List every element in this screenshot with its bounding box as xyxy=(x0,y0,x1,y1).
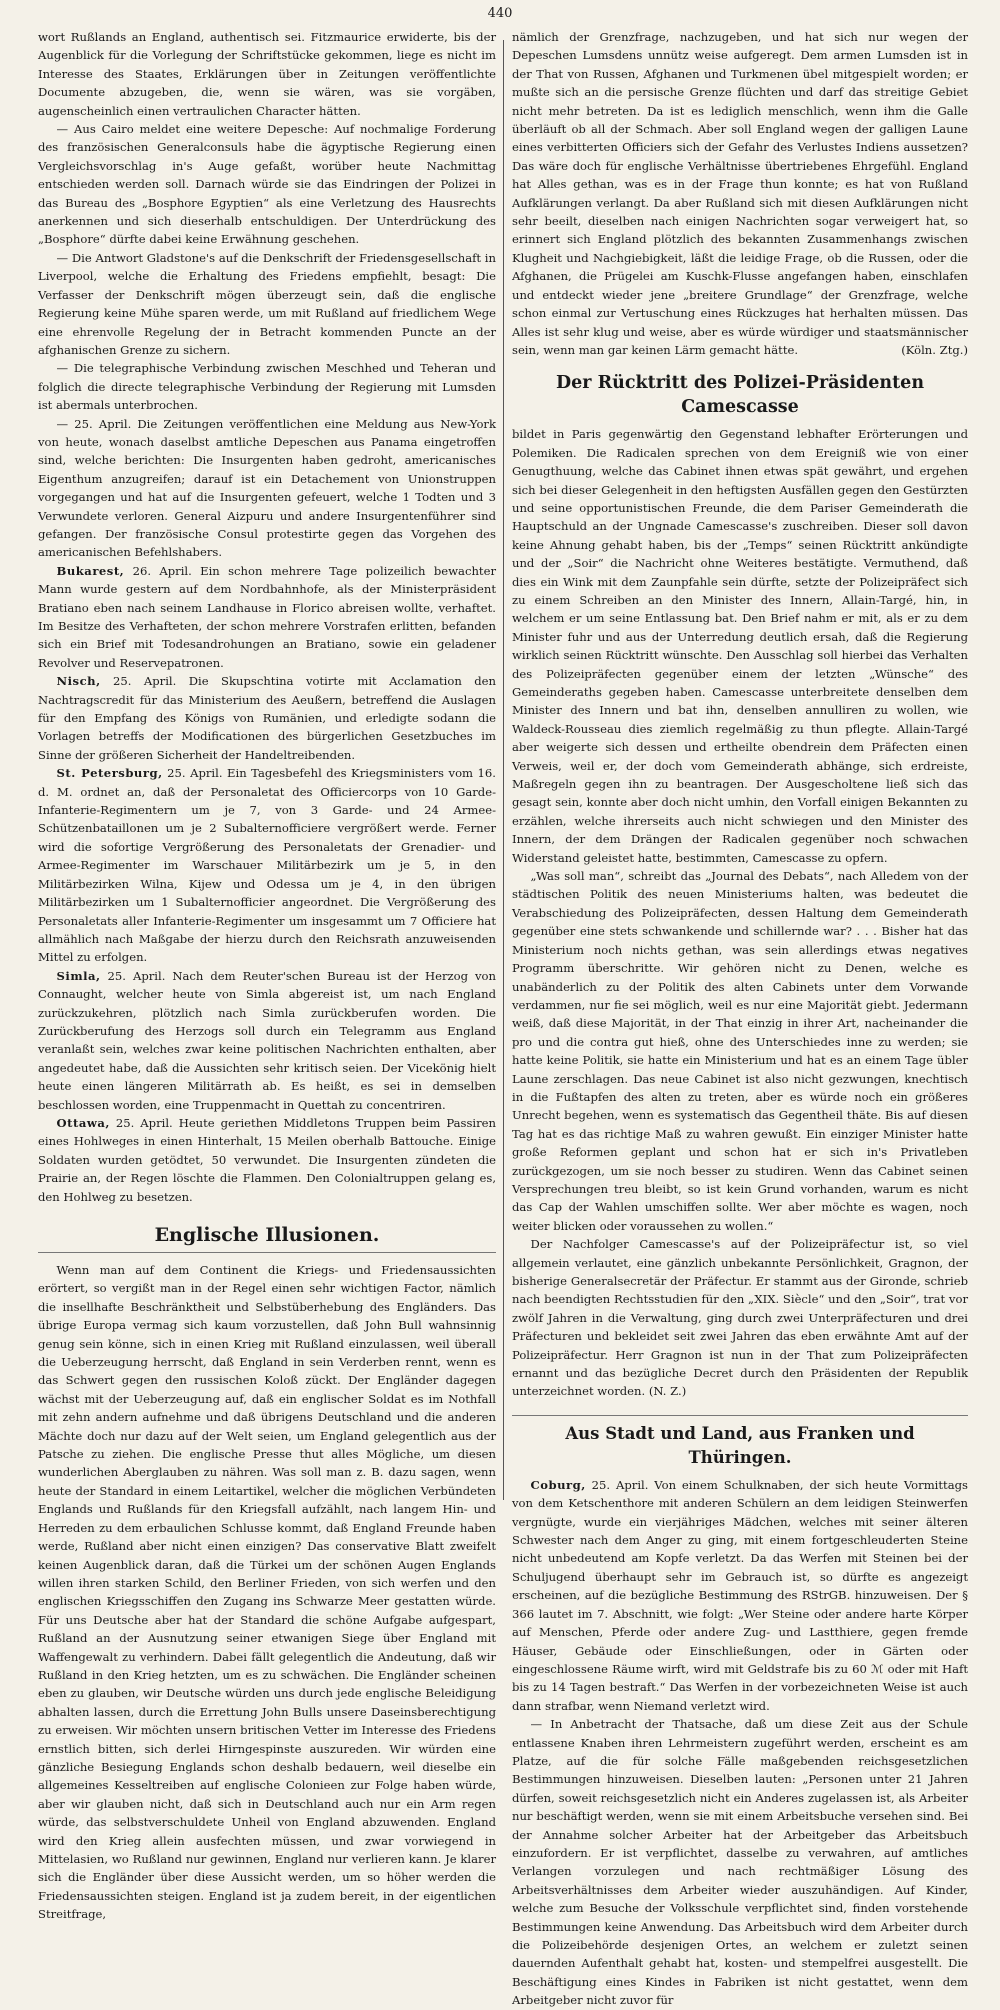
news-text: 25. April. Nach dem Reuter'schen Bureau ist der Herzog von Connaught, welcher heute von Simla abgereist ist, um nach England zurückzukehren, plötzlich nach Simla zurückberufen worden. Die Zurückberufung des Herzogs soll durch ein Telegramm aus England veranlaßt sein, welches zwar keine politischen Nachrichten enthalten, aber angedeutet habe, daß die Aussichten sehr kritisch seien. Der Vicekönig hielt heute einen längeren Militärrath ab. Es heißt, es sei in demselben beschlossen worden, eine Truppenmacht in Quettah zu concentriren. xyxy=(38,968,496,1112)
article-paragraph: — Die telegraphische Verbindung zwischen Meschhed und Teheran und folglich die directe telegraphische Verbindung der Regierung mit Lumsden ist abermals unterbrochen. xyxy=(38,361,496,413)
dateline: Bukarest, xyxy=(56,563,125,578)
article-paragraph: — Die Antwort Gladstone's auf die Denkschrift der Friedensgesellschaft in Liverpool, welche die Erhaltung des Friedens empfiehlt, besagt: Die Verfasser der Denkschrift mögen überzeugt sein, daß die englische Regierung keine Mühe sparen werde, um mit Rußland auf friedlichem Wege eine ehrenvolle Regelung der in Betracht kommenden Puncte an der afghanischen Grenze zu sichern. xyxy=(38,250,496,357)
right-column xyxy=(512,28,968,2008)
article-paragraph: bildet in Paris gegenwärtig den Gegenstand lebhafter Erörterungen und Polemiken. Die Radicalen sprechen von dem Ereigniß wie von einer Genugthuung, welche das Cabinet ihnen etwas spät gewährt, und ergehen sich bei dieser Gelegenheit in den heftigsten Ausfällen gegen den Gestürzten und seine opportunistischen Freunde, die dem Pariser Gemeinderath die Hauptschuld an der Ungnade Camescasse's zuschreiben. Dieser soll davon keine Ahnung gehabt haben, bis der „Temps“ seinen Rücktritt ankündigte und der „Soir“ die Nachricht ohne Weiteres bestätigte. Vermuthend, daß dies ein Wink mit dem Zaunpfahle sein dürfte, setzte der Polizeipräfect sich zu einem Schreiben an den Minister des Innern, Allain-Targé, hin, in welchem er um seine Entlassung bat. Den Brief nahm er mit, als er zu dem Minister fuhr und aus der Unterredung deutlich ersah, daß die Regierung wirklich seinen Rücktritt wünschte. Den Ausschlag soll hierbei das Verhalten des Polizeipräfecten gegenüber einem der letzten „Wünsche“ des Gemeinderaths gegeben haben. Camescasse unterbreitete denselben dem Minister des Innern und bat ihn, denselben annulliren zu wollen, wie Waldeck-Rousseau dies ziemlich regelmäßig zu thun pflegte. Allain-Targé aber weigerte sich dessen und ertheilte obendrein dem Präfecten einen Verweis, weil er, der doch vom Gemeinderath abhänge, sich erdreiste, Maßregeln gegen ihn zu beantragen. Der Ausgescholtene ließ sich das gesagt sein, konnte aber doch nicht umhin, den Vorfall einigen Bekannten zu erzählen, welche ihrerseits auch nicht schwiegen und den Minister des Innern, der dem Drängen der Radicalen gegenüber noch schwachen Widerstand geleistet hatte, bestimmten, Camescasse zu opfern. xyxy=(512,427,968,865)
page-number: 440 xyxy=(487,6,513,21)
article-paragraph: — In Anbetracht der Thatsache, daß um diese Zeit aus der Schule entlassene Knaben ihren Lehrmeistern zugeführt werden, erscheint es am Platze, auf die für solche Fälle maßgebenden reichsgesetzlichen Bestimmungen hinzuweisen. Dieselben lauten: „Personen unter 21 Jahren dürfen, soweit reichsgesetzlich nicht ein Anderes zugelassen ist, als Arbeiter nur beschäftigt werden, wenn sie mit einem Arbeitsbuche versehen sind. Bei der Annahme solcher Arbeiter hat der Arbeitgeber das Arbeitsbuch einzufordern. Er ist verpflichtet, dasselbe zu verwahren, auf amtliches Verlangen vorzulegen und nach rechtmäßiger Lösung des Arbeitsverhältnisses dem Arbeiter wieder auszuhändigen. Auf Kinder, welche zum Besuche der Volksschule verpflichtet sind, finden vorstehende Bestimmungen keine Anwendung. Das Arbeitsbuch wird dem Arbeiter durch die Polizeibehörde desjenigen Ortes, an welchem er zuletzt seinen dauernden Aufenthalt gehabt hat, kosten- und stempelfrei ausgestellt. Die Beschäftigung eines Kindes in Fabriken ist nicht gestattet, wenn dem Arbeitgeber nicht zuvor für xyxy=(512,1717,968,2008)
article-paragraph: — Aus Cairo meldet eine weitere Depesche: Auf nochmalige Forderung des französischen Generalconsuls habe die ägyptische Regierung einen Vergleichsvorschlag in's Auge gefaßt, worüber heute Nachmittag entschieden werden soll. Darnach würde sie das Eindringen der Polizei in das Bureau des „Bosphore Egyptien“ als eine Verletzung des Hausrechts anerkennen und sich dieserhalb entschuldigen. Der Unterdrückung des „Bosphore“ dürfte dabei keine Erwähnung geschehen. xyxy=(38,122,496,247)
source-citation: (N. Z.) xyxy=(648,1384,687,1399)
section-heading: Englische Illusionen. xyxy=(38,1222,496,1253)
dateline: Nisch, xyxy=(56,674,101,689)
article-paragraph: wort Rußlands an England, authentisch sei. Fitzmaurice erwiderte, bis der Augenblick für die Vorlegung der Schriftstücke gekommen, liege es nicht im Interesse des Staates, Erklärungen über in Zeitungen veröffentlichte Documente abzugeben, die, wenn sie wären, was sie vorgäben, augenscheinlich einen vertraulichen Character hätten. xyxy=(38,30,496,118)
news-item xyxy=(38,764,496,966)
dateline: Ottawa, xyxy=(56,1115,110,1130)
section-heading: Der Rücktritt des Polizei-Präsidenten Camescasse xyxy=(555,373,925,418)
news-item xyxy=(512,1476,968,1715)
news-item xyxy=(38,672,496,764)
news-text: 25. April. Von einem Schulknaben, der sich heute Vormittags von dem Ketschenthore mit anderen Schülern an dem leidigen Steinwerfen vergnügte, wurde ein vierjähriges Mädchen, welches mit seiner älteren Schwester nach dem Anger zu ging, mit einem fortgeschleuderten Steine nicht unbedeutend am Kopfe verletzt. Da das Werfen mit Steinen bei der Schuljugend überhaupt sehr im Gebrauch ist, so dürfte es angezeigt erscheinen, auf die bezügliche Bestimmung des RStrGB. hinzuweisen. Der § 366 lautet im 7. Abschnitt, wie folgt: „Wer Steine oder andere harte Körper auf Menschen, Pferde oder andere Zug- und Lastthiere, gegen fremde Häuser, Gebäude oder Einschließungen, oder in Gärten oder eingeschlossene Räume wirft, wird mit Geldstrafe bis zu 60 ℳ oder mit Haft bis zu 14 Tagen bestraft.“ Das Werfen in der vorbezeichneten Weise ist auch dann strafbar, wenn Niemand verletzt wird. xyxy=(512,1477,968,1713)
article-paragraph: „Was soll man“, schreibt das „Journal des Debats“, nach Alledem von der städtischen Politik des neuen Ministeriums halten, was bedeutet die Verabschiedung des Polizeipräfecten, dessen Haltung dem Gemeinderath gegenüber eine stets schwankende und schillernde war? . . . Bisher hat das Ministerium noch nichts gethan, was sein allerdings etwas negatives Programm überschritte. Wir gehören nicht zu Denen, welche es unabänderlich zu der Politik des alten Cabinets unter dem Vorwande verdammen, nur fie sei möglich, weil es nur eine Majorität giebt. Jedermann weiß, daß diese Majorität, in der That einzig in ihrer Art, nacheinander die pro und die contra gut hieß, ohne des Unterschiedes inne zu werden; sie hatte keine Politik, sie hatte ein Ministerium und hat es an einem Tage übler Laune zerschlagen. Das neue Cabinet ist also nicht gezwungen, knechtisch in die Fußtapfen des alten zu treten, aber es würde noch ein größeres Unrecht begehen, wenn es systematisch das Gegentheil thäte. Bis auf diesen Tag hat es das richtige Maß zu wahren gewußt. Ein einziger Minister hatte große Reformen geplant und schon hat er sich in's Privatleben zurückgezogen, um sie noch besser zu studiren. Wenn das Cabinet seinen Versprechungen treu bleibt, so ist kein Grund vorhanden, warum es nicht das Cap der Wahlen umschiffen sollte. Wer aber möchte es wagen, noch weiter blicken oder voraussehen zu wollen.“ xyxy=(512,869,968,1233)
news-item xyxy=(38,967,496,1114)
section-heading: Aus Stadt und Land, aus Franken und Thüringen. xyxy=(512,1415,968,1470)
news-text: 25. April. Die Skupschtina votirte mit Acclamation den Nachtragscredit für das Ministerium des Aeußern, betreffend die Auslagen für den Empfang des Königs von Rumänien, und erledigte sodann die Vorlagen betreffs der Modificationen des bürgerlichen Gesetzbuches im Sinne der größeren Sicherheit der Handeltreibenden. xyxy=(38,674,496,762)
article-paragraph xyxy=(512,1235,968,1401)
article-paragraph: Wenn man auf dem Continent die Kriegs- und Friedensaussichten erörtert, so vergißt man in der Regel einen sehr wichtigen Factor, nämlich die insellhafte Beschränktheit und Selbstüberhebung des Engländers. Das übrige Europa vermag sich kaum vorzustellen, daß John Bull wahnsinnig genug sein könne, sich in einen Krieg mit Rußland einzulassen, weil überall die Ueberzeugung herrscht, daß England in sein Verderben rennt, wenn es das Schwert gegen den russischen Koloß zückt. Der Engländer dagegen wächst mit der Ueberzeugung auf, daß ein englischer Soldat es im Nothfall mit zehn andern aufnehme und daß übrigens Deutschland und die anderen Mächte doch nur dazu auf der Welt seien, um England gelegentlich aus der Patsche zu ziehen. Die englische Presse thut alles Mögliche, um diesen wunderlichen Aberglauben zu nähren. Was soll man z. B. dazu sagen, wenn heute der Standard in einem Leitartikel, welcher die möglichen Verbündeten Englands und Rußlands für den Kriegsfall aufzählt, nach langem Hin- und Herreden zu dem erbaulichen Schlusse kommt, daß England Freunde haben werde, Rußland aber nicht einen einzigen? Das conservative Blatt zweifelt keinen Augenblick daran, daß die Türkei um der schönen Augen Englands willen ihren starken Schild, den Berliner Frieden, von sich werfen und den englischen Kriegsschiffen den Zugang ins Schwarze Meer gestatten würde. Für uns Deutsche aber hat der Standard die schöne Aufgabe aufgespart, Rußland an der Ausnutzung seiner etwanigen Siege über England mit Waffengewalt zu verhindern. Dabei fällt gelegentlich die Andeutung, daß wir Rußland in den Krieg hetzten, um es zu schwächen. Die Engländer scheinen eben zu glauben, wir Deutsche würden uns durch jede englische Beleidigung abhalten lassen, durch die Errettung John Bulls unsere Daseinsberechtigung zu erweisen. Wir möchten unsern britischen Vetter im Interesse des Friedens ernstlich bitten, sich derlei Hirngespinste auszureden. Wir würden eine gänzliche Besiegung Englands schon deshalb bedauern, weil dieselbe ein allgemeines Kesseltreiben auf englische Colonieen zur Folge haben würde, aber wir glauben nicht, daß sich in Deutschland auch nur ein Arm regen würde, das selbstverschuldete Unheil von England abzuwenden. England wird den Krieg allein ausfechten müssen, und zwar vorwiegend in Mittelasien, wo Rußland nur gewinnen, England nur verlieren kann. Je klarer sich die Engländer über diese Aussicht werden, um so höher werden die Friedensaussichten steigen. England ist ja zudem bereit, in der eigentlichen Streitfrage, xyxy=(38,1263,496,1922)
left-column xyxy=(38,28,496,1922)
dateline: Coburg, xyxy=(530,1477,586,1492)
article-text: Der Nachfolger Camescasse's auf der Polizeipräfectur ist, so viel allgemein verlautet, eine gänzlich unbekannte Persönlichkeit, Gragnon, der bisherige Generalsecretär der Präfectur. Er stammt aus der Gironde, schrieb nach beendigten Rechtsstudien für den „XIX. Siècle“ und den „Soir“, trat vor zwölf Jahren in die Verwaltung, ging durch zwei Unterpräfecturen und drei Präfecturen und bekleidet seit zwei Jahren das eben erwähnte Amt auf der Polizeipräfectur. Herr Gragnon ist nun in der That zum Polizeipräfecten ernannt und das bezügliche Decret durch den Präsidenten der Republik unterzeichnet worden. xyxy=(512,1237,968,1399)
news-item xyxy=(38,562,496,672)
news-text: 25. April. Ein Tagesbefehl des Kriegsministers vom 16. d. M. ordnet an, daß der Personaletat des Officiercorps von 10 Garde-Infanterie-Regimentern um je 7, von 3 Garde- und 24 Armee-Schützenbataillonen um je 2 Subalternofficiere vergrößert werde. Ferner wird die sofortige Vergrößerung des Personaletats der Grenadier- und Armee-Regimenter im Warschauer Militärbezirk um je 5, in den Militärbezirken Wilna, Kijew und Odessa um je 4, in den übrigen Militärbezirken um 1 Subalternofficier angeordnet. Die Vergrößerung des Personaletats aller Infanterie-Regimenter um insgesammt um 7 Officiere hat allmählich nach Maßgabe der hierzu durch den Reichsrath anzuweisenden Mittel zu erfolgen. xyxy=(38,766,496,965)
news-item xyxy=(38,1114,496,1206)
dateline: St. Petersburg, xyxy=(56,766,163,781)
news-text: 25. April. Heute geriethen Middletons Truppen beim Passiren eines Hohlweges in einen Hinterhalt, 15 Meilen oberhalb Battouche. Einige Soldaten wurden getödtet, 50 verwundet. Die Insurgenten zündeten die Prairie an, der Regen löschte die Flammen. Den Colonialtruppen gelang es, den Hohlweg zu besetzen. xyxy=(38,1115,496,1204)
article-paragraph: — 25. April. Die Zeitungen veröffentlichen eine Meldung aus New-York von heute, wonach daselbst amtliche Depeschen aus Panama eingetroffen sind, welche berichten: Die Insurgenten haben gedroht, americanisches Eigenthum anzugreifen; darauf ist ein Detachement von Unionstruppen vorgegangen und hat auf die Insurgenten gefeuert, welche 1 Todten und 3 Verwundete verloren. General Aizpuru und andere Insurgentenführer sind gefangen. Der französische Consul protestirte gegen das Vorgehen des americanischen Befehlshabers. xyxy=(38,416,496,560)
source-citation: (Köln. Ztg.) xyxy=(901,342,968,357)
article-text: nämlich der Grenzfrage, nachzugeben, und hat sich nur wegen der Depeschen Lumsdens unnütz weise aufgeregt. Dem armen Lumsden ist in der That von Russen, Afghanen und Turkmenen übel mitgespielt worden; er mußte sich an die persische Grenze flüchten und darf das streitige Gebiet nicht mehr betreten. Da ist es lediglich menschlich, wenn ihm die Galle überläuft ob all der Schmach. Aber soll England wegen der galligen Laune eines verbitterten Officiers sich der Gefahr des Verlustes Indiens aussetzen? Das wäre doch für englische Verhältnisse übertriebenes Ehrgefühl. England hat Alles gethan, was es in der Frage thun konnte; es hat von Rußland Aufklärungen verlangt. Da aber Rußland sich mit diesen Aufklärungen nicht sehr beeilt, dieselben nach einigen Nachrichten sogar verweigert hat, so erinnert sich England plötzlich des bekannten Zusammenhangs zwischen Klugheit und Nachgiebigkeit, läßt die leidige Frage, ob die Russen, oder die Afghanen, die Prügelei am Kuschk-Flusse angefangen haben, einschlafen und entdeckt wieder jene „breitere Grundlage“ der Grenzfrage, welche schon einmal zur Vertuschung eines Rückzuges hat herhalten müssen. Das Alles ist sehr klug und weise, aber es würde würdiger und staatsmännischer sein, wenn man gar keinen Lärm gemacht hätte. xyxy=(512,30,968,357)
dateline: Simla, xyxy=(56,968,101,983)
news-text: 26. April. Ein schon mehrere Tage polizeilich bewachter Mann wurde gestern auf dem Nordbahnhofe, als der Ministerpräsident Bratiano eben nach seinem Landhause in Florico abreisen wollte, verhaftet. Im Besitze des Verhafteten, der schon mehrere Vorstrafen erlitten, befanden sich ein Brief mit Todesandrohungen an Bratiano, sowie ein geladener Revolver und Reservepatronen. xyxy=(38,563,496,670)
article-paragraph xyxy=(512,28,968,359)
column-divider xyxy=(503,40,504,1500)
